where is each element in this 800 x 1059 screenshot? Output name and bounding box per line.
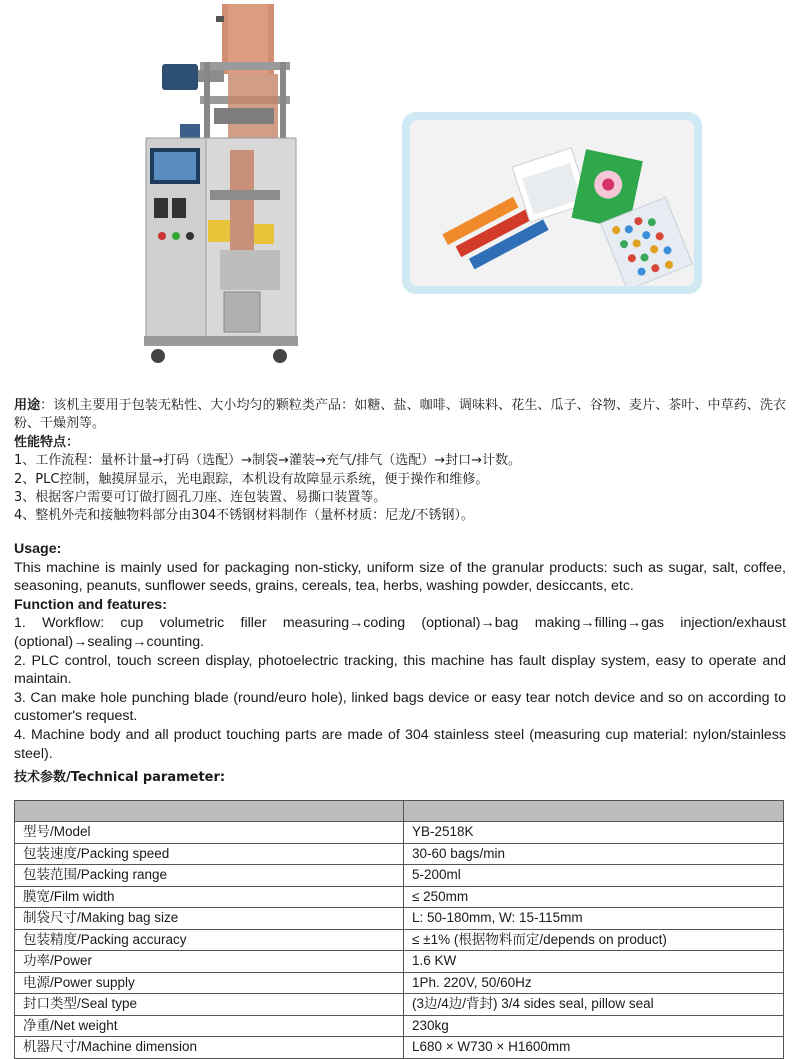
table-row [15,865,784,887]
intro-english [14,540,786,763]
param-value: 1Ph. 220V, 50/60Hz [404,972,784,994]
feature-en-item: 2. PLC control, touch screen display, photoelectric tracking, this machine has fault display system, easy to operate and maintain. [14,652,786,688]
feature-en-item: 1. Workflow: cup volumetric filler measuring→coding (optional)→bag making→filling→gas injection/exhaust (optional)→sealing→counting. [14,615,786,650]
sample-products-photo [410,120,694,286]
param-value: L: 50-180mm, W: 15-115mm [404,908,784,930]
table-row [15,929,784,951]
param-value: L680 × W730 × H1600mm [404,1037,784,1059]
table-header-row [15,801,784,822]
param-value: ≤ ±1% (根据物料而定/depends on product) [404,929,784,951]
param-value: 230kg [404,1015,784,1037]
usage-zh [14,397,786,434]
param-value: 5-200ml [404,865,784,887]
table-row [15,843,784,865]
param-key: 功率/Power [15,951,404,973]
param-key: 膜宽/Film width [15,886,404,908]
table-row [15,908,784,930]
feature-en-item: 4. Machine body and all product touching parts are made of 304 stainless steel (measuring cup material: nylon/stainless steel). [14,726,786,762]
param-value: 1.6 KW [404,951,784,973]
param-value: ≤ 250mm [404,886,784,908]
param-key: 包装速度/Packing speed [15,843,404,865]
param-key: 封口类型/Seal type [15,994,404,1016]
feature-zh-item: 3、根据客户需要可订做打圆孔刀座、连包装置、易撕口装置等。 [14,490,387,506]
usage-zh-label: 用途 [14,398,41,413]
param-key: 电源/Power supply [15,972,404,994]
tech-parameter-table [14,800,784,1059]
param-value: YB-2518K [404,822,784,844]
usage-en-text: This machine is mainly used for packaging non-sticky, uniform size of the granular products: such as sugar, salt, coffee, seasoning, peanuts, sunflower seeds, grains, cereals, tea, herbs, washing powder, desiccants, etc. [14,559,786,595]
table-row [15,1015,784,1037]
param-key: 机器尺寸/Machine dimension [15,1037,404,1059]
features-zh-label: 性能特点： [14,434,80,450]
table-row [15,822,784,844]
features-en-label: Function and features: [14,596,167,613]
feature-en-item: 3. Can make hole punching blade (round/euro hole), linked bags device or easy tear notch device and so on according to customer's request. [14,689,786,725]
feature-zh-item: 4、整机外壳和接触物料部分由304不锈钢材料制作（量杯材质：尼龙/不锈钢）。 [14,508,474,524]
param-value: 30-60 bags/min [404,843,784,865]
usage-en-label: Usage: [14,541,62,557]
usage-zh-text: ：该机主要用于包装无粘性、大小均匀的颗粒类产品：如糖、盐、咖啡、调味料、花生、瓜子、谷物、麦片、茶叶、中草药、洗衣粉、干燥剂等。 [14,398,786,432]
param-key: 制袋尺寸/Making bag size [15,908,404,930]
param-value: (3边/4边/背封) 3/4 sides seal, pillow seal [404,994,784,1016]
table-row [15,1037,784,1059]
param-key: 型号/Model [15,822,404,844]
table-row [15,951,784,973]
machine-photo [140,0,300,372]
table-row [15,994,784,1016]
table-row [15,972,784,994]
param-key: 包装精度/Packing accuracy [15,929,404,951]
tech-parameter-heading: 技术参数/Technical parameter: [14,770,226,785]
sample-products-panel [402,112,702,294]
intro-chinese [14,397,786,526]
feature-zh-item: 1、工作流程：量杯计量→打码（选配）→制袋→灌装→充气/排气（选配）→封口→计数。 [14,453,522,469]
table-row [15,886,784,908]
feature-zh-item: 2、PLC控制，触摸屏显示，光电跟踪，本机设有故障显示系统，便于操作和维修。 [14,471,489,487]
param-key: 包装范围/Packing range [15,865,404,887]
param-key: 净重/Net weight [15,1015,404,1037]
